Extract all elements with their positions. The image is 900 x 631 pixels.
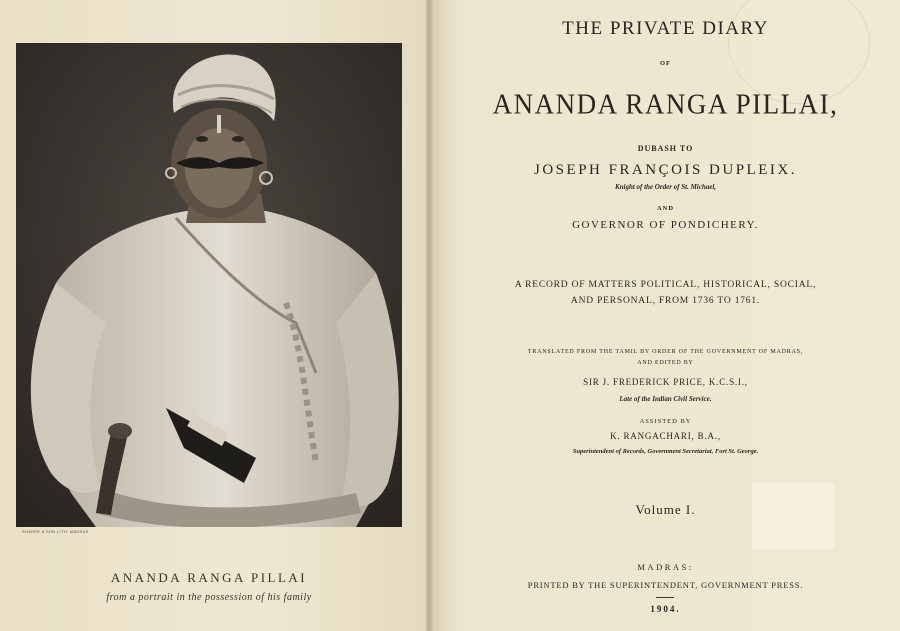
imprint-year: 1904.	[650, 604, 681, 614]
assisted-by-label: ASSISTED BY	[639, 418, 692, 425]
portrait-caption-subtitle: from a portrait in the possession of his family	[106, 592, 312, 603]
title-line-dubash: DUBASH TO	[637, 144, 694, 153]
record-description	[431, 277, 900, 309]
title-line-knight: Knight of the Order of St. Michael,	[614, 183, 717, 191]
editor-role: Late of the Indian Civil Service.	[619, 395, 712, 403]
title-line-and: AND	[656, 205, 675, 212]
portrait-image	[16, 43, 402, 527]
record-line-1: A RECORD OF MATTERS POLITICAL, HISTORICAL, SOCIAL,	[514, 280, 817, 290]
title-main-name: ANANDA RANGA PILLAI,	[492, 88, 839, 120]
engraver-credit: SHARPE & SON LITH. MADRAS	[22, 529, 89, 534]
assistant-name: K. RANGACHARI, B.A.,	[610, 431, 721, 441]
portrait-caption-title: ANANDA RANGA PILLAI	[110, 570, 308, 585]
volume-label: Volume I.	[635, 502, 696, 517]
translation-note	[431, 347, 900, 369]
assistant-role: Superintendent of Records, Government Secretariat, Fort St. George.	[572, 448, 759, 455]
title-line-private-diary: THE PRIVATE DIARY	[562, 18, 769, 39]
title-line-governor: GOVERNOR OF PONDICHERY.	[572, 219, 759, 231]
translation-line-2: AND EDITED BY	[637, 360, 694, 366]
editor-name: SIR J. FREDERICK PRICE, K.C.S.I.,	[583, 377, 748, 387]
imprint-rule	[656, 597, 674, 598]
title-line-dupleix: JOSEPH FRANÇOIS DUPLEIX.	[534, 162, 797, 178]
imprint-place: MADRAS:	[637, 562, 694, 572]
translation-line-1: TRANSLATED FROM THE TAMIL BY ORDER OF THE GOVERNMENT OF MADRAS,	[527, 349, 804, 355]
title-line-of: OF	[659, 60, 672, 67]
imprint-printer: PRINTED BY THE SUPERINTENDENT, GOVERNMENT PRESS.	[527, 580, 804, 590]
record-line-2: AND PERSONAL, FROM 1736 TO 1761.	[570, 296, 761, 306]
